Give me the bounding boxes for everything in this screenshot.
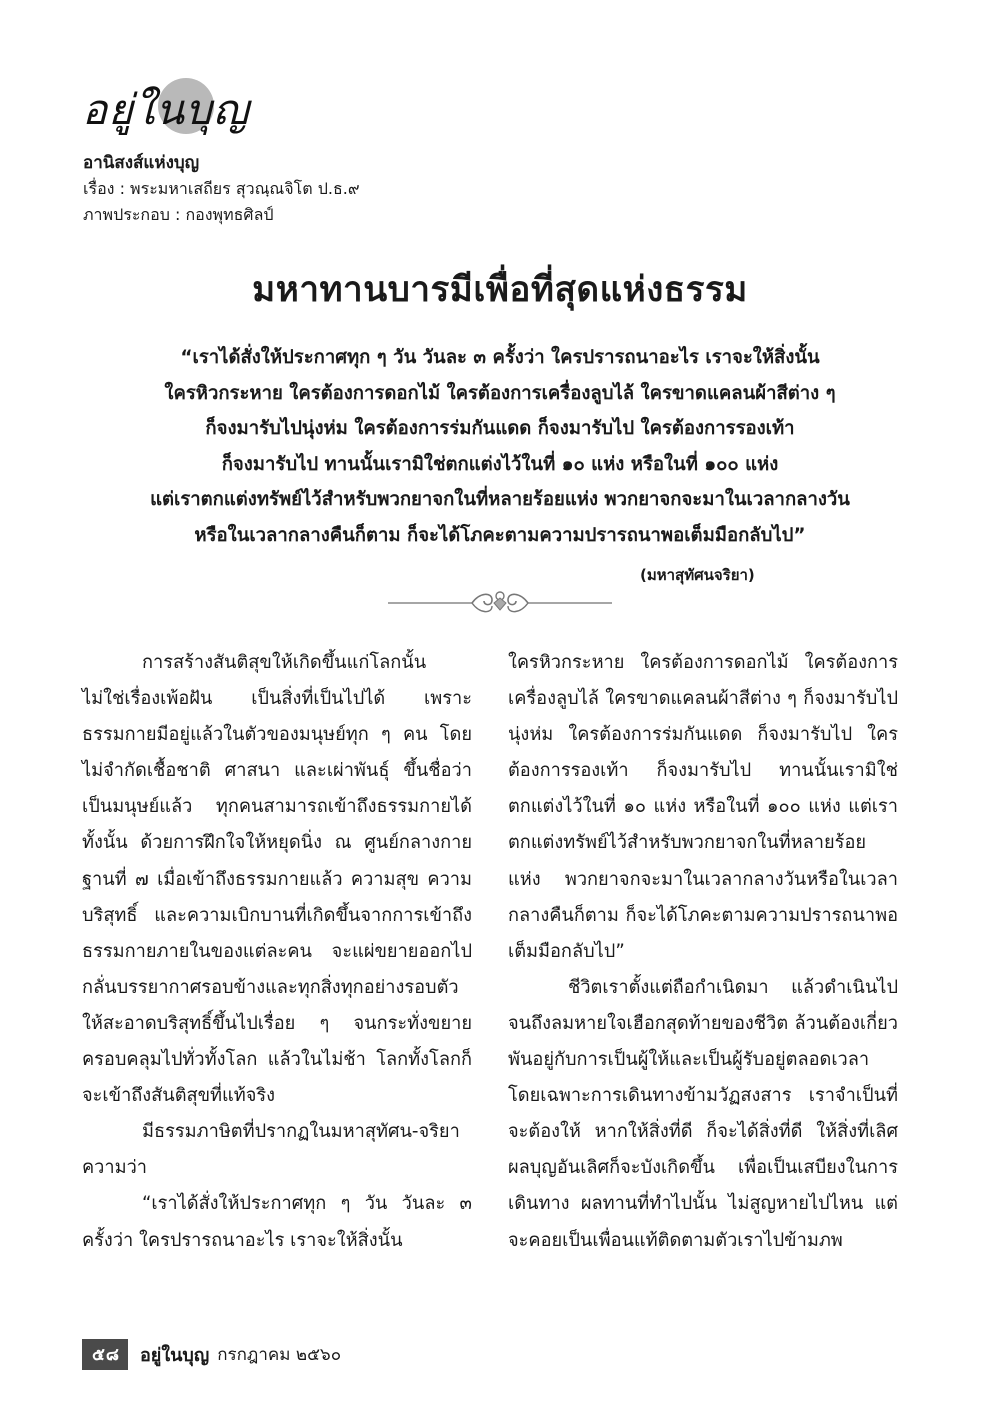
body-paragraph: การสร้างสันติสุขให้เกิดขึ้นแก่โลกนั้น ไม่ใช่เรื่องเพ้อฝัน เป็นสิ่งที่เป็นไปได้ เพราะธรรมกายมีอยู่แล้วในตัวของมนุษย์ทุก ๆ คน โดยไม่จำกัดเชื้อชาติ ศาสนา และเผ่าพันธุ์ ขึ้นชื่อว่าเป็นมนุษย์แล้ว ทุกคนสามารถเข้าถึงธรรมกายได้ทั้งนั้น ด้วยการฝึกใจให้หยุดนิ่ง ณ ศูนย์กลางกายฐานที่ ๗ เมื่อเข้าถึงธรรมกายแล้ว ความสุข ความบริสุทธิ์ และความเบิกบานที่เกิดขึ้นจากการเข้าถึงธรรมกายภายในของแต่ละคน จะแผ่ขยายออกไปกลั่นบรรยากาศรอบข้างและทุกสิ่งทุกอย่างรอบตัวให้สะอาดบริสุทธิ์ขึ้นไปเรื่อย ๆ จนกระทั่งขยายครอบคลุมไปทั่วทั้งโลก แล้วในไม่ช้า โลกทั้งโลกก็จะเข้าถึงสันติสุขที่แท้จริง bbox=[82, 652, 472, 1107]
ornament-divider-icon bbox=[380, 586, 620, 620]
right-column bbox=[508, 645, 898, 1259]
page-footer bbox=[82, 1339, 341, 1369]
body-paragraph: ชีวิตเราตั้งแต่ถือกำเนิดมา แล้วดำเนินไปจนถึงลมหายใจเฮือกสุดท้ายของชีวิต ล้วนต้องเกี่ยวพันอยู่กับการเป็นผู้ให้และเป็นผู้รับอยู่ตลอดเวลา โดยเฉพาะการเดินทางข้ามวัฏสงสาร เราจำเป็นที่จะต้องให้ หากให้สิ่งที่ดี ก็จะได้สิ่งที่ดี ให้สิ่งที่เลิศ ผลบุญอันเลิศก็จะบังเกิดขึ้น เพื่อเป็นเสบียงในการเดินทาง ผลทานที่ทำไปนั้น ไม่สูญหายไปไหน แต่จะคอยเป็นเพื่อนแท้ติดตามตัวเราไปข้ามภพ bbox=[508, 976, 898, 1251]
quote-source: (มหาสุทัศนจริยา) bbox=[640, 566, 755, 584]
illustrator-credit: ภาพประกอบ : กองพุทธศิลป์ bbox=[83, 205, 274, 224]
quote-line: ใครหิวกระหาย ใครต้องการดอกไม้ ใครต้องการเครื่องลูบไล้ ใครขาดแคลนผ้าสีต่าง ๆ bbox=[164, 382, 836, 404]
body-quote-paragraph: ใครหิวกระหาย ใครต้องการดอกไม้ ใครต้องการเครื่องลูบไล้ ใครขาดแคลนผ้าสีต่าง ๆ ก็จงมารับไปนุ่งห่ม ใครต้องการร่มกันแดด ก็จงมารับไป ใครต้องการรองเท้า ก็จงมารับไป ทานนั้นเรามิใช่ตกแต่งไว้ในที่ ๑๐ แห่ง หรือในที่ ๑๐๐ แห่ง แต่เราตกแต่งทรัพย์ไว้สำหรับพวกยาจกในที่หลายร้อยแห่ง พวกยาจกจะมาในเวลากลางวันหรือในเวลากลางคืนก็ตาม ก็จะได้โภคะตามความปรารถนาพอเต็มมือกลับไป” bbox=[508, 652, 898, 962]
footer-magazine-name: อยู่ในบุญ bbox=[139, 1344, 210, 1366]
quote-line: “เราได้สั่งให้ประกาศทุก ๆ วัน วันละ ๓ ครั้งว่า ใครปรารถนาอะไร เราจะให้สิ่งนั้น bbox=[180, 347, 820, 368]
article-title: มหาทานบารมีเพื่อที่สุดแห่งธรรม bbox=[252, 270, 748, 310]
article-meta bbox=[83, 150, 360, 228]
body-quote-paragraph: “เราได้สั่งให้ประกาศทุก ๆ วัน วันละ ๓ ครั้งว่า ใครปรารถนาอะไร เราจะให้สิ่งนั้น bbox=[82, 1193, 472, 1251]
quote-line: ก็จงมารับไป ทานนั้นเรามิใช่ตกแต่งไว้ในที่ ๑๐ แห่ง หรือในที่ ๑๐๐ แห่ง bbox=[221, 453, 779, 475]
section-name: อานิสงส์แห่งบุญ bbox=[83, 153, 200, 173]
quote-line: แต่เราตกแต่งทรัพย์ไว้สำหรับพวกยาจกในที่หลายร้อยแห่ง พวกยาจกจะมาในเวลากลางวัน bbox=[150, 489, 850, 510]
quote-line: ก็จงมารับไปนุ่งห่ม ใครต้องการร่มกันแดด ก็จงมารับไป ใครต้องการรองเท้า bbox=[205, 418, 795, 439]
left-column bbox=[82, 645, 472, 1259]
pull-quote bbox=[90, 340, 910, 553]
page-number: ๕๘ bbox=[82, 1339, 128, 1370]
magazine-logo: อยู่ในบุญ bbox=[82, 85, 250, 134]
author-credit: เรื่อง : พระมหาเสถียร สุวณฺณจิโต ป.ธ.๙ bbox=[83, 179, 360, 198]
footer-issue-date: กรกฎาคม ๒๕๖๐ bbox=[217, 1344, 342, 1365]
quote-line: หรือในเวลากลางคืนก็ตาม ก็จะได้โภคะตามความปรารถนาพอเต็มมือกลับไป” bbox=[194, 524, 806, 546]
body-paragraph: มีธรรมภาษิตที่ปรากฏในมหาสุทัศน-จริยา ความว่า bbox=[82, 1121, 460, 1179]
